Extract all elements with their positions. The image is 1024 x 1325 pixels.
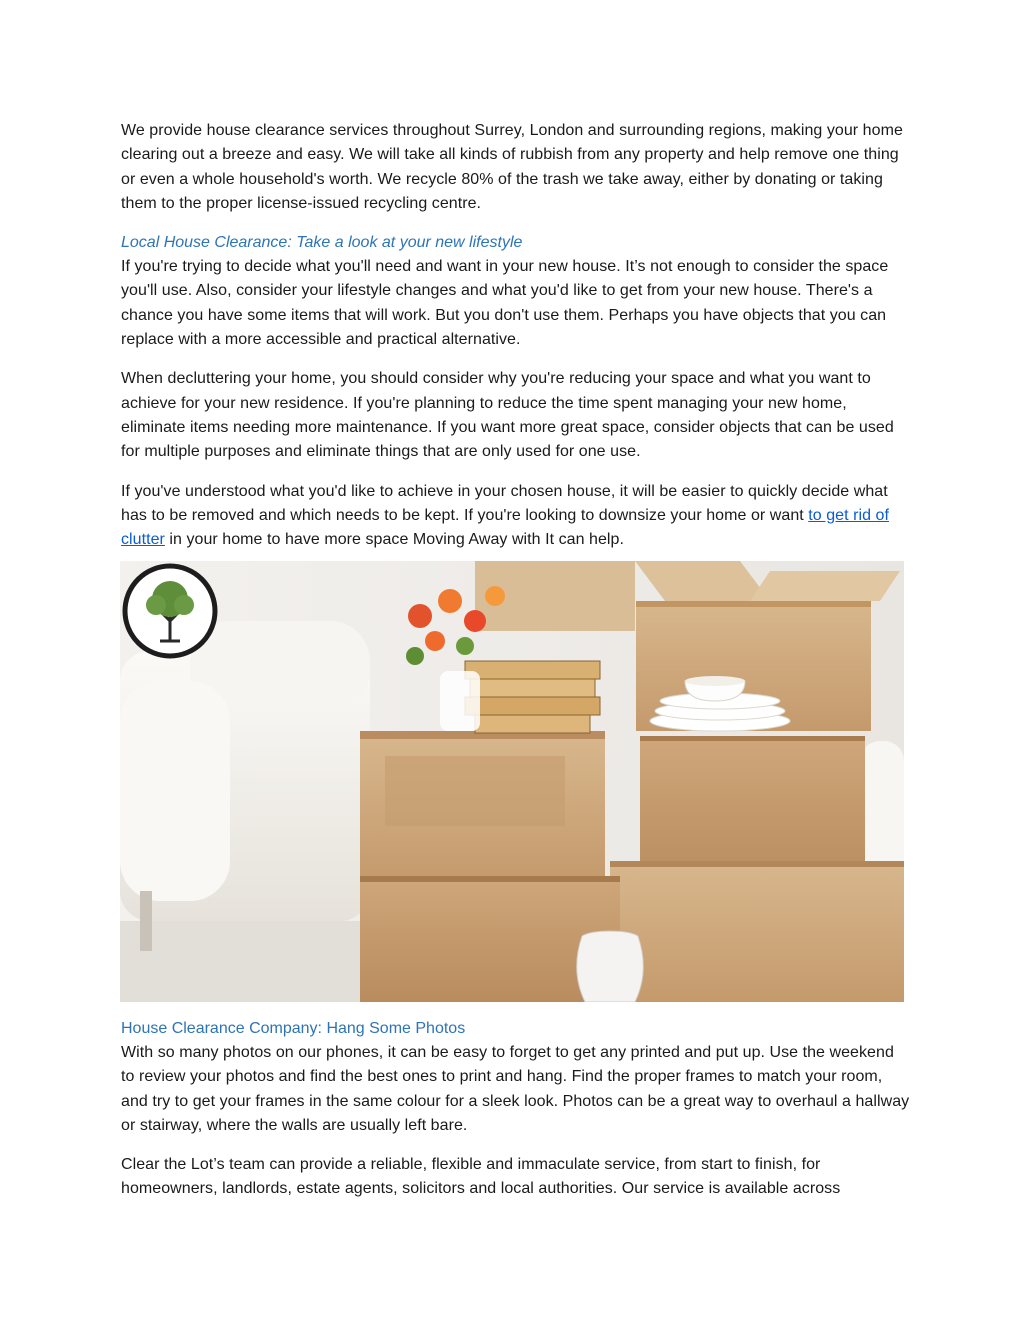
document-body (121, 119, 911, 567)
moving-boxes-photo (120, 561, 904, 1002)
heading-local-house-clearance: Local House Clearance: Take a look at your new lifestyle (121, 234, 523, 252)
sofa-shape (120, 621, 370, 951)
paragraph-lifestyle: If you're trying to decide what you'll need and want in your new house. It’s not enough to consider the space you'll use. Also, consider your lifestyle changes and what you'd like to get from your new house. There's a chance you have some items that will work. But you don't use them. Perhaps you have objects that you can replace with a more accessible and practical alternative. (121, 258, 889, 349)
paragraph-photos: With so many photos on our phones, it can be easy to forget to get any printed and put up. Use the weekend to review your photos and find the best ones to print and hang. Find the proper frames to match your room, and try to get your frames in the same colour for a sleek look. Photos can be a great way to overhaul a hallway or stairway, where the walls are usually left bare. (121, 1044, 910, 1134)
heading-house-clearance-company: House Clearance Company: Hang Some Photos (121, 1020, 466, 1037)
paragraph-downsize (121, 480, 911, 553)
paragraph-clear-the-lot: Clear the Lot’s team can provide a reliable, flexible and immaculate service, from start to finish, for homeowners, landlords, estate agents, solicitors and local authorities. Our service is available across (121, 1156, 841, 1198)
paragraph-downsize-text-2: in your home to have more space Moving Away with It can help. (164, 531, 624, 549)
clearthelot-logo (125, 566, 215, 656)
paragraph-downsize-text-1: If you've understood what you'd like to achieve in your chosen house, it will be easier to quickly decide what has to be removed and which needs to be kept. If you're looking to downsize your home or want (121, 482, 888, 524)
clutter-link[interactable]: to get rid of clutter (121, 506, 889, 549)
section-photos (121, 1017, 911, 1217)
box-center-stamped (360, 731, 605, 881)
intro-paragraph: We provide house clearance services throughout Surrey, London and surrounding regions, making your home clearing out a breeze and easy. We will take all kinds of rubbish from any property and help remove one thing or even a whole household's worth. We recycle 80% of the trash we take away, either by donating or taking them to the proper license-issued recycling centre. (121, 122, 903, 212)
paragraph-decluttering: When decluttering your home, you should consider why you're reducing your space and what you want to achieve for your new residence. If you're planning to reduce the time spent managing your new home, eliminate items needing more maintenance. If you want more great space, consider objects that can be used for multiple purposes and eliminate things that are only used for one use. (121, 370, 894, 461)
